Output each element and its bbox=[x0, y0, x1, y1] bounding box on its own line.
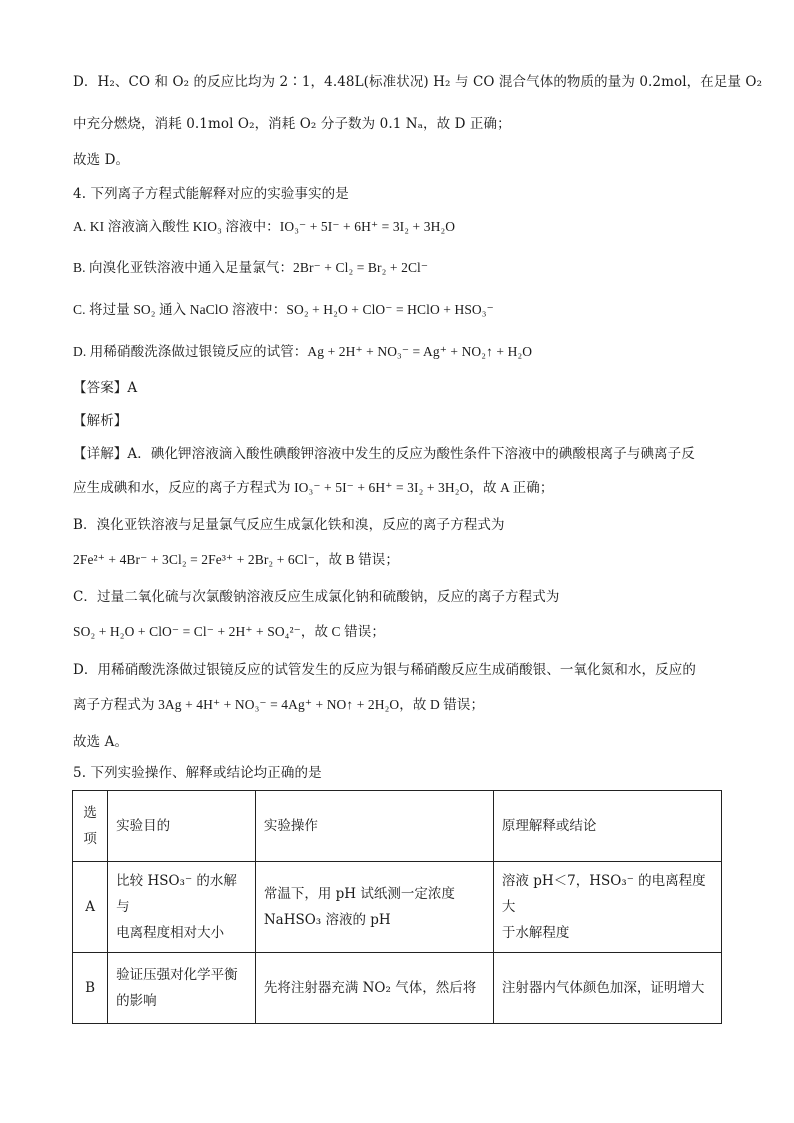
row-b-conclusion: 注射器内气体颜色加深，证明增大 bbox=[493, 953, 721, 1024]
detail-line-8: 离子方程式为 3Ag + 4H⁺ + NO₃⁻ = 4Ag⁺ + NO↑ + 2H₂O，故 D 错误； bbox=[73, 697, 485, 712]
q3-explanation-line-1: D．H₂、CO 和 O₂ 的反应比均为 2∶1，4.48L(标准状况) H₂ 与 CO 混合气体的物质的量为 0.2mol，在足量 O₂ bbox=[73, 74, 763, 90]
question-5-options-table bbox=[72, 790, 722, 1024]
table-header-row bbox=[73, 791, 722, 862]
question-4-option-a: A. KI 溶液滴入酸性 KIO₃ 溶液中：IO₃⁻ + 5I⁻ + 6H⁺ = 3I₂ + 3H₂O bbox=[73, 219, 456, 234]
answer-label: 【答案】A bbox=[73, 380, 138, 396]
detail-line-7: D．用稀硝酸洗涤做过银镜反应的试管发生的反应为银与稀硝酸反应生成硝酸银、一氧化氮和水，反应的 bbox=[73, 662, 696, 678]
question-4-stem: 4. 下列离子方程式能解释对应的实验事实的是 bbox=[73, 186, 349, 202]
row-a-conclusion: 溶液 pH＜7，HSO₃⁻ 的电离程度大 于水解程度 bbox=[493, 862, 721, 953]
header-conclusion: 原理解释或结论 bbox=[493, 791, 721, 862]
header-operation: 实验操作 bbox=[255, 791, 493, 862]
question-4-option-d: D. 用稀硝酸洗涤做过银镜反应的试管：Ag + 2H⁺ + NO₃⁻ = Ag⁺ + NO₂↑ + H₂O bbox=[73, 344, 533, 359]
question-5-stem: 5. 下列实验操作、解释或结论均正确的是 bbox=[73, 765, 322, 781]
row-b-operation: 先将注射器充满 NO₂ 气体，然后将 bbox=[255, 953, 493, 1024]
row-b-option: B bbox=[73, 953, 108, 1024]
analysis-label: 【解析】 bbox=[73, 413, 128, 429]
detail-line-4: 2Fe²⁺ + 4Br⁻ + 3Cl₂ = 2Fe³⁺ + 2Br₂ + 6Cl⁻，故 B 错误； bbox=[73, 552, 399, 567]
detail-line-3: B．溴化亚铁溶液与足量氯气反应生成氯化铁和溴，反应的离子方程式为 bbox=[73, 517, 505, 533]
question-4-option-c: C. 将过量 SO₂ 通入 NaClO 溶液中：SO₂ + H₂O + ClO⁻ = HClO + HSO₃⁻ bbox=[73, 302, 494, 317]
row-a-purpose: 比较 HSO₃⁻ 的水解与 电离程度相对大小 bbox=[108, 862, 256, 953]
table-row bbox=[73, 862, 722, 953]
detail-line-6: SO₂ + H₂O + ClO⁻ = Cl⁻ + 2H⁺ + SO₄²⁻，故 C 错误； bbox=[73, 624, 385, 639]
header-purpose: 实验目的 bbox=[108, 791, 256, 862]
row-b-purpose: 验证压强对化学平衡 的影响 bbox=[108, 953, 256, 1024]
detail-line-1: 【详解】A．碘化钾溶液滴入酸性碘酸钾溶液中发生的反应为酸性条件下溶液中的碘酸根离子与碘离子反 bbox=[73, 446, 695, 462]
question-4-option-b: B. 向溴化亚铁溶液中通入足量氯气：2Br⁻ + Cl₂ = Br₂ + 2Cl⁻ bbox=[73, 260, 429, 275]
row-a-option: A bbox=[73, 862, 108, 953]
q3-conclusion: 故选 D。 bbox=[73, 152, 130, 168]
row-a-operation: 常温下，用 pH 试纸测一定浓度 NaHSO₃ 溶液的 pH bbox=[255, 862, 493, 953]
detail-line-5: C．过量二氧化硫与次氯酸钠溶液反应生成氯化钠和硫酸钠，反应的离子方程式为 bbox=[73, 589, 560, 605]
detail-line-2: 应生成碘和水，反应的离子方程式为 IO₃⁻ + 5I⁻ + 6H⁺ = 3I₂ + 3H₂O，故 A 正确； bbox=[73, 480, 554, 495]
table-row bbox=[73, 953, 722, 1024]
q3-explanation-line-2: 中充分燃烧，消耗 0.1mol O₂，消耗 O₂ 分子数为 0.1 Nₐ，故 D 正确； bbox=[73, 116, 511, 132]
detail-conclusion: 故选 A。 bbox=[73, 734, 129, 750]
header-option: 选 项 bbox=[73, 791, 108, 862]
